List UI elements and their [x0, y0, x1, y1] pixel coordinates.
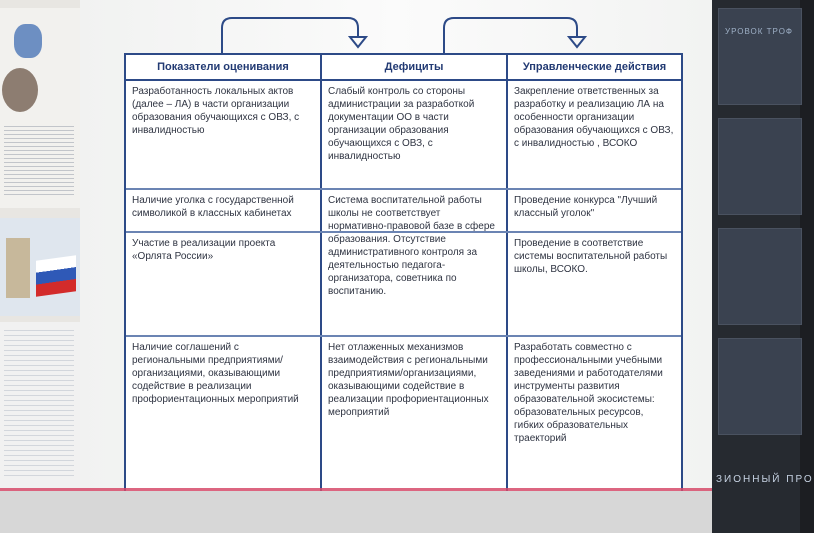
- table-cell-deficit: Система воспитательной работы школы не соответствует нормативно-правовой базе в сфере образования. Отсутствие административного контроля за деятельностью педагога-организатора, советника по воспитанию.: [328, 195, 495, 297]
- board-picture: [6, 238, 30, 298]
- photo-portrait: [2, 68, 38, 112]
- bottom-band: [0, 491, 712, 533]
- table-cell-indicator: Наличие уголка с государственной символикой в классных кабинетах: [132, 195, 294, 219]
- table-cell-action: Разработать совместно с профессиональными учебными заведениями и работодателями инструменты развития образовательной экосистемы: образовательных ресурсов, гибких образовательных траекторий: [514, 342, 663, 444]
- table-cell-action: Проведение в соответствие системы воспитательной работы школы, ВСОКО.: [514, 238, 668, 275]
- presentation-slide: [80, 0, 712, 500]
- arrow-icon: [80, 0, 712, 60]
- table-cell-deficit: Нет отлаженных механизмов взаимодействия с региональными предприятиями/организациями, оказывающими содействие в реализации профориентационных мероприятий: [328, 342, 489, 418]
- right-video-panel: [712, 0, 814, 533]
- thumbnail-slide-text[interactable]: [0, 322, 80, 492]
- video-tile[interactable]: [718, 118, 802, 215]
- table-header-deficits: Дефициты: [384, 61, 444, 73]
- table-cell-indicator: Разработанность локальных актов (далее – ЛА) в части организации образования обучающихся с ОВЗ, с инвалидностью: [132, 86, 300, 136]
- video-tile-caption: УРОВОК ТРОФ: [725, 27, 793, 36]
- video-tile[interactable]: [718, 338, 802, 435]
- thumbnail-slide-flag[interactable]: [0, 218, 80, 316]
- table-header-actions: Управленческие действия: [522, 61, 667, 73]
- left-thumbnail-strip: [0, 0, 80, 533]
- right-panel-caption: ЗИОННЫЙ ПРО: [716, 474, 814, 485]
- video-tile[interactable]: [718, 8, 802, 105]
- emblem-icon: [14, 24, 42, 58]
- table-cell-action: Проведение конкурса "Лучший классный уголок": [514, 195, 658, 219]
- assessment-table: [124, 53, 683, 494]
- thumbnail-text-lines: [4, 330, 74, 480]
- table-cell-deficit: Слабый контроль со стороны администрации за разработкой документации ОО в части организации образования обучающихся с ОВЗ, с инвалидностью: [328, 86, 475, 162]
- table-cell-indicator: Участие в реализации проекта «Орлята России»: [132, 238, 276, 262]
- russian-flag-icon: [36, 255, 76, 297]
- thumbnail-slide-document[interactable]: [0, 8, 80, 208]
- table-header-indicators: Показатели оценивания: [157, 61, 289, 73]
- video-tile[interactable]: [718, 228, 802, 325]
- thumbnail-text-lines: [4, 126, 74, 196]
- table-cell-indicator: Наличие соглашений с региональными предприятиями/организациями, оказывающими содействие в реализации профориентационных мероприятий: [132, 342, 299, 405]
- table-cell-action: Закрепление ответственных за разработку и реализацию ЛА на особенности организации образования обучающихся с ОВЗ, с инвалидностью , ВСОКО: [514, 86, 674, 149]
